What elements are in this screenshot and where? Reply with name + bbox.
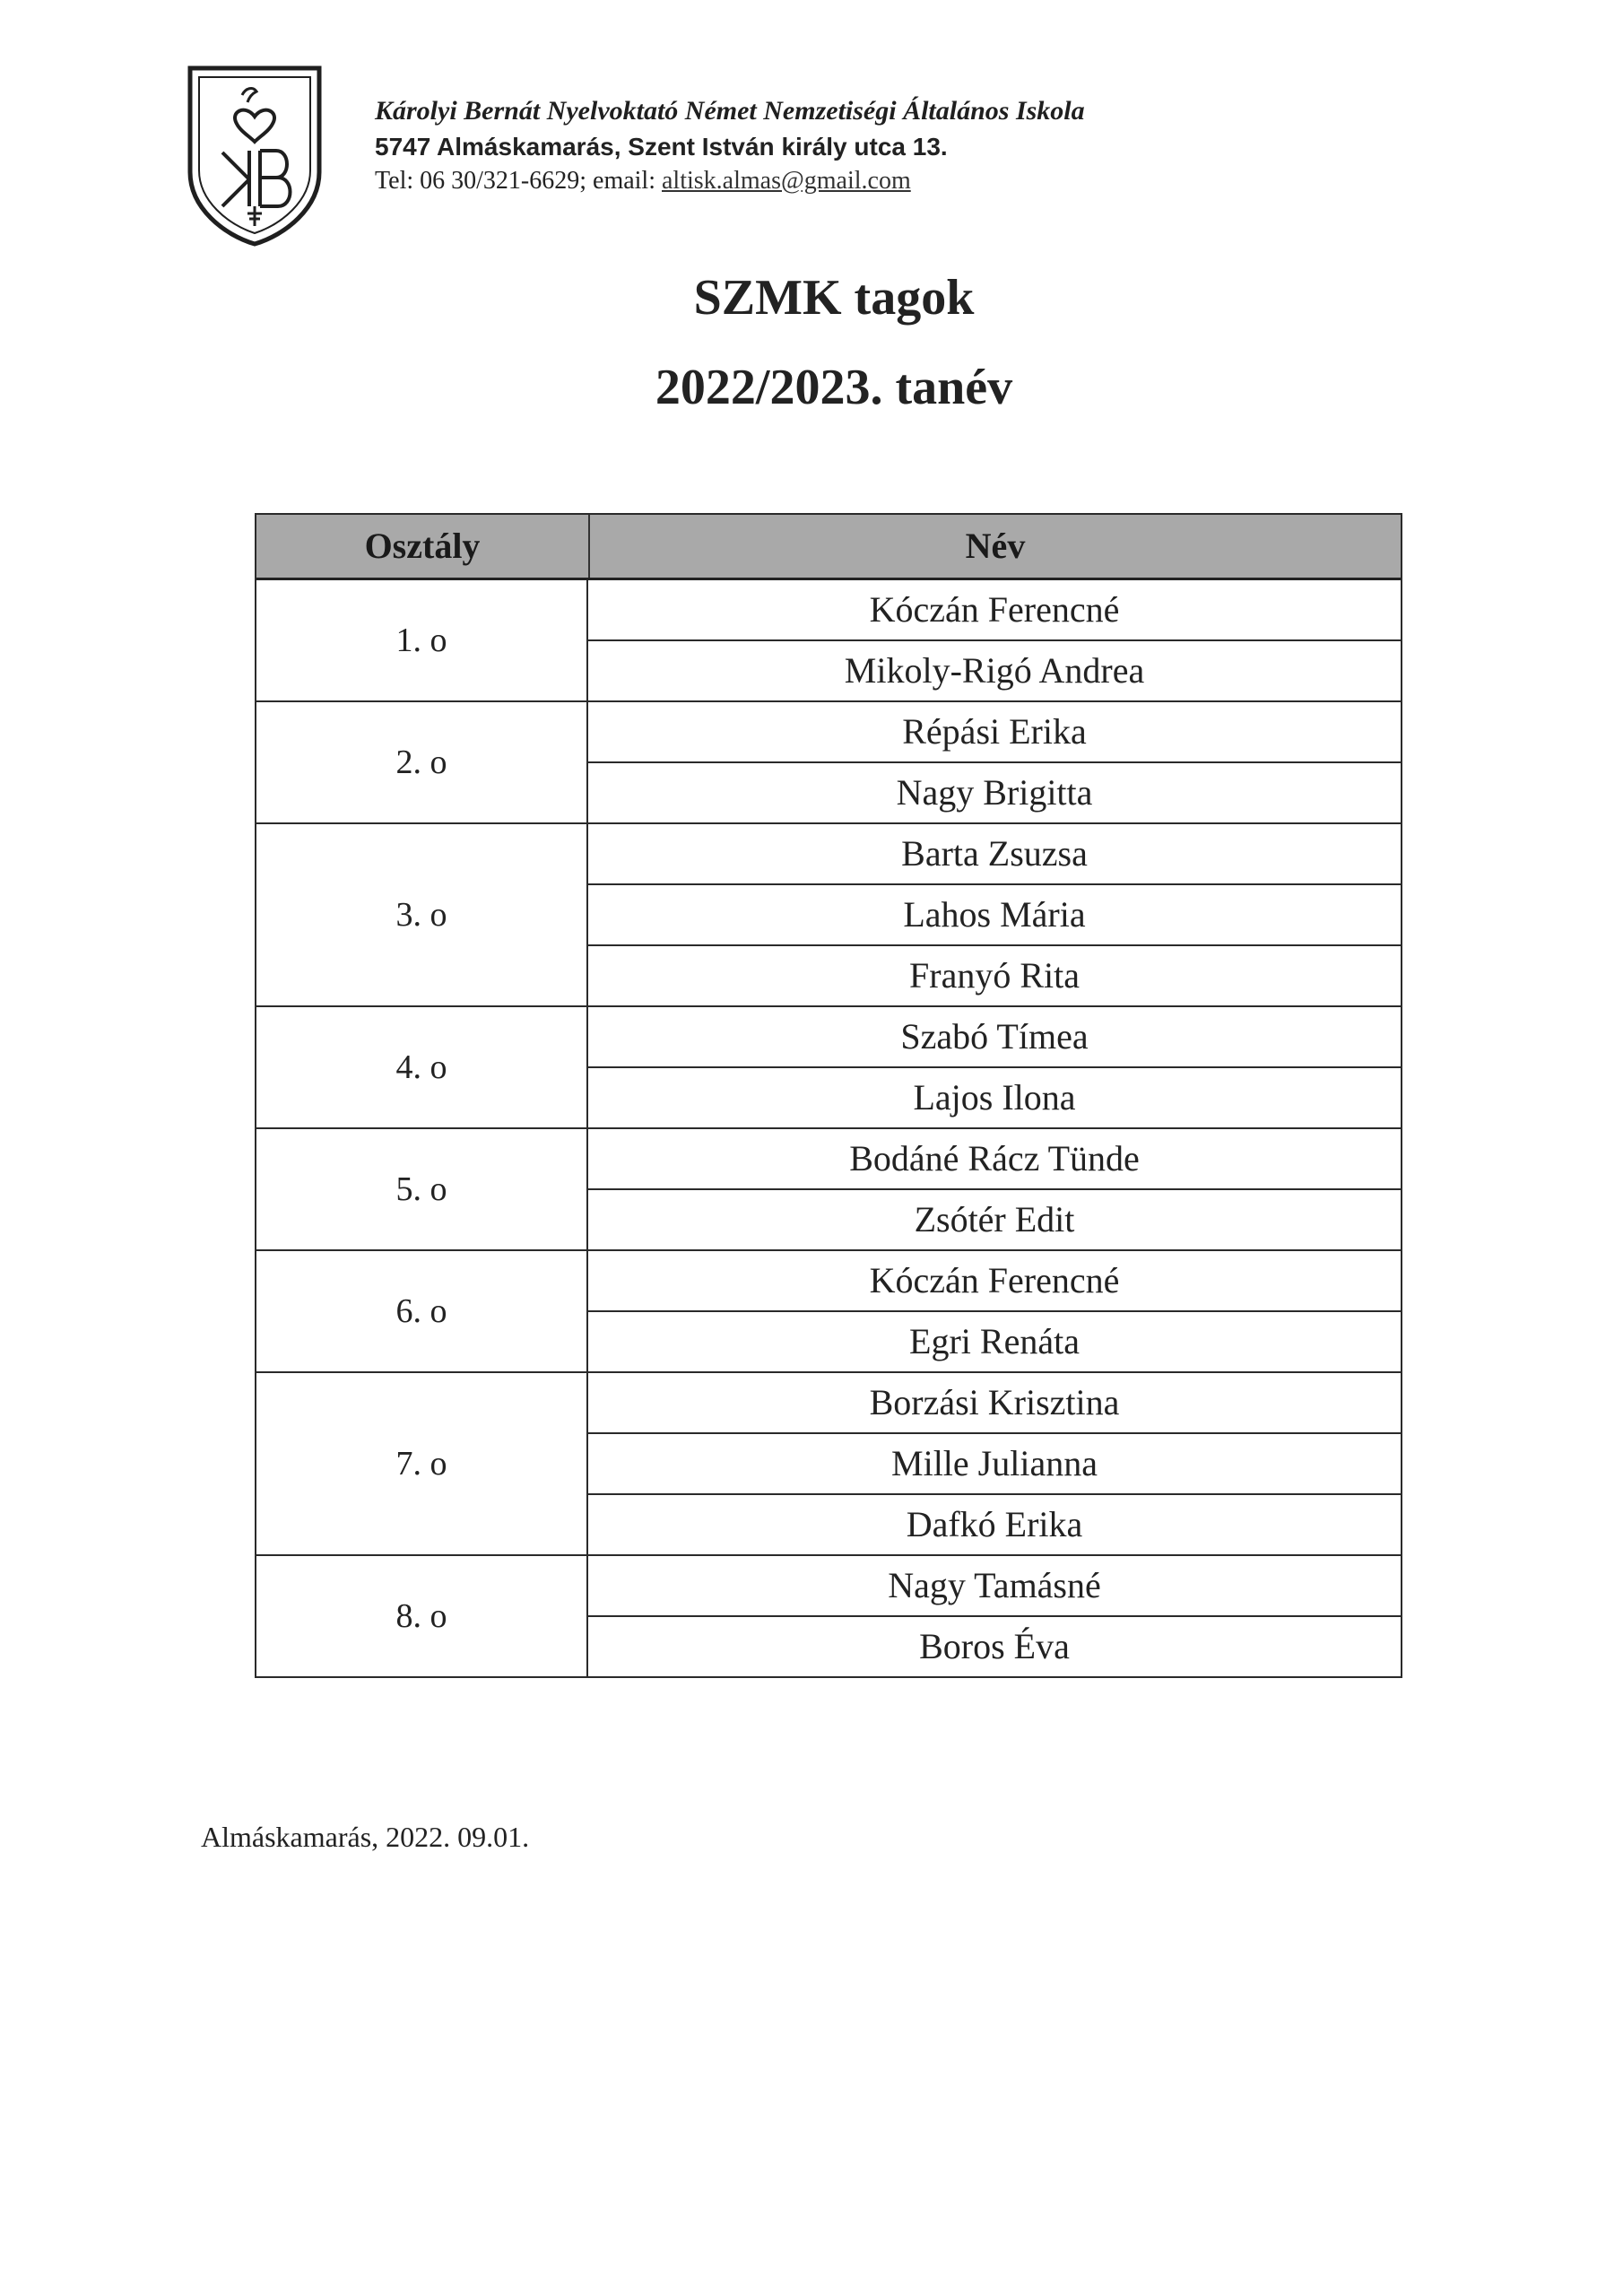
class-cell: 2. o	[256, 702, 588, 822]
school-logo	[187, 65, 323, 248]
name-list	[588, 824, 1401, 1005]
letterhead	[375, 93, 1271, 197]
name-list	[588, 1129, 1401, 1249]
class-cell: 3. o	[256, 824, 588, 1005]
contact-email-link[interactable]: altisk.almas@gmail.com	[662, 167, 911, 195]
member-name-cell: Nagy Brigitta	[896, 772, 1093, 813]
class-cell: 1. o	[256, 580, 588, 700]
class-cell: 7. o	[256, 1373, 588, 1554]
member-name-cell: Franyó Rita	[909, 955, 1080, 996]
header-name: Név	[965, 526, 1026, 566]
name-list	[588, 702, 1401, 822]
member-name-cell: Mille Julianna	[588, 1434, 1401, 1495]
class-cell: 5. o	[256, 1129, 588, 1249]
name-list	[588, 1373, 1401, 1554]
school-year: 2022/2023. tanév	[655, 360, 1013, 415]
name-list	[588, 1007, 1401, 1127]
class-group	[256, 580, 1401, 702]
member-name-cell: Dafkó Erika	[906, 1504, 1083, 1544]
name-list	[588, 1556, 1401, 1676]
school-contact	[375, 165, 1271, 197]
class-group	[256, 1373, 1401, 1556]
member-name-cell: Boros Éva	[919, 1626, 1070, 1666]
member-name-cell: Nagy Tamásné	[588, 1556, 1401, 1617]
class-group	[256, 1007, 1401, 1129]
class-group	[256, 1129, 1401, 1251]
school-name: Károlyi Bernát Nyelvoktató Német Nemzetiségi Általános Iskola	[375, 96, 1085, 126]
school-address: 5747 Almáskamarás, Szent István király utca 13.	[375, 133, 948, 161]
member-name-cell: Zsótér Edit	[914, 1199, 1075, 1239]
name-list	[588, 1251, 1401, 1371]
class-group	[256, 702, 1401, 824]
document-title: SZMK tagok	[693, 270, 975, 326]
class-cell: 6. o	[256, 1251, 588, 1371]
class-cell: 8. o	[256, 1556, 588, 1676]
class-cell: 4. o	[256, 1007, 588, 1127]
header-class: Osztály	[256, 515, 590, 578]
member-name-cell: Kóczán Ferencné	[588, 1251, 1401, 1312]
members-table	[255, 513, 1402, 1678]
member-name-cell: Szabó Tímea	[588, 1007, 1401, 1068]
contact-phone: Tel: 06 30/321-6629; email:	[375, 167, 662, 195]
name-list	[588, 580, 1401, 700]
member-name-cell: Borzási Krisztina	[588, 1373, 1401, 1434]
member-name-cell: Kóczán Ferencné	[588, 580, 1401, 641]
class-group	[256, 824, 1401, 1007]
class-group	[256, 1251, 1401, 1373]
member-name-cell: Mikoly-Rigó Andrea	[844, 650, 1145, 691]
place-and-date: Almáskamarás, 2022. 09.01.	[201, 1821, 530, 1853]
member-name-cell: Bodáné Rácz Tünde	[588, 1129, 1401, 1190]
table-header-row	[256, 515, 1401, 580]
table-body	[256, 580, 1401, 1678]
class-group	[256, 1556, 1401, 1678]
member-name-cell: Répási Erika	[588, 702, 1401, 763]
member-name-cell: Lajos Ilona	[913, 1077, 1076, 1118]
shield-icon	[187, 65, 323, 248]
member-name-cell: Egri Renáta	[909, 1321, 1080, 1361]
member-name-cell: Lahos Mária	[588, 885, 1401, 946]
member-name-cell: Barta Zsuzsa	[588, 824, 1401, 885]
